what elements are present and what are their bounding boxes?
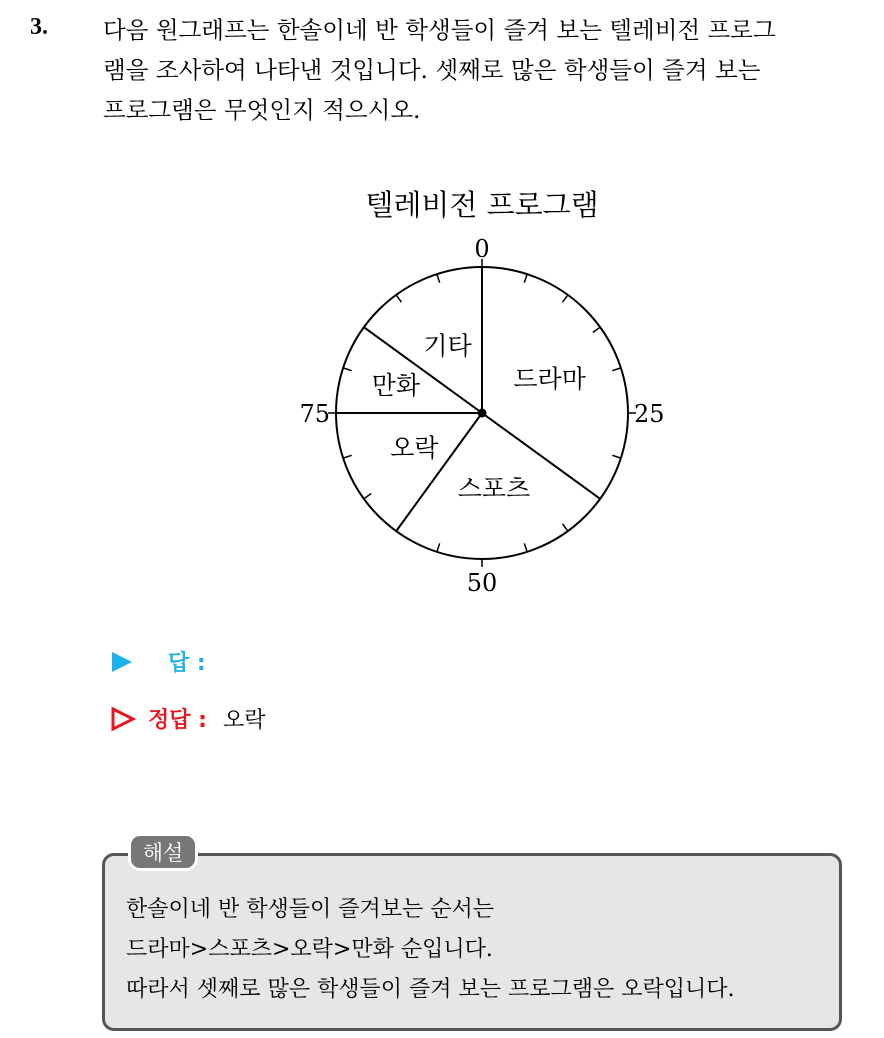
play-outline-icon [110,706,136,732]
scale-tick [437,274,440,283]
scale-tick [612,455,621,458]
explanation-line: 한솔이네 반 학생들이 즐겨보는 순서는 [126,897,495,922]
play-filled-icon [110,650,134,674]
scale-label: 0 [474,235,490,263]
pie-layer [299,235,664,597]
slice-label: 드라마 [513,364,586,394]
scale-tick [343,455,352,458]
explanation-line: 따라서 셋째로 많은 학생들이 즐겨 보는 프로그램은 오락입니다. [126,977,735,1002]
scale-tick [364,494,371,499]
scale-label: 75 [299,400,330,428]
question-line: 프로그램은 무엇인지 적으시오. [103,96,421,124]
correct-answer-value: 오락 [222,708,266,733]
scale-tick [563,524,568,531]
scale-tick [396,295,401,302]
question-line: 램을 조사하여 나타낸 것입니다. 셋째로 많은 학생들이 즐겨 보는 [103,56,761,84]
pie-center-dot [478,409,487,418]
scale-tick [524,274,527,283]
answer-correct [110,703,265,734]
correct-answer-label: 정답 : [148,708,207,733]
scale-label: 25 [634,400,665,428]
scale-tick [343,368,352,371]
slice-label: 스포츠 [457,473,531,503]
question-number: 3. [30,14,48,40]
scale-tick [593,327,600,332]
chart-title: 텔레비전 프로그램 [365,188,599,222]
answer-blank [110,646,206,677]
slice-boundary [396,413,482,531]
scale-tick [437,543,440,552]
scale-tick [563,295,568,302]
scale-tick [612,368,621,371]
answer-label: 답 : [168,651,206,676]
scale-label: 50 [466,569,498,597]
slice-label: 만화 [371,371,421,401]
scale-tick [524,543,527,552]
question-line: 다음 원그래프는 한솔이네 반 학생들이 즐겨 보는 텔레비전 프로그 [103,16,776,44]
explanation-tag: 해설 [128,833,198,871]
explanation-line: 드라마>스포츠>오락>만화 순입니다. [126,937,493,962]
explanation-text [126,890,735,1010]
slice-label: 오락 [390,433,439,463]
slice-label: 기타 [423,331,472,361]
